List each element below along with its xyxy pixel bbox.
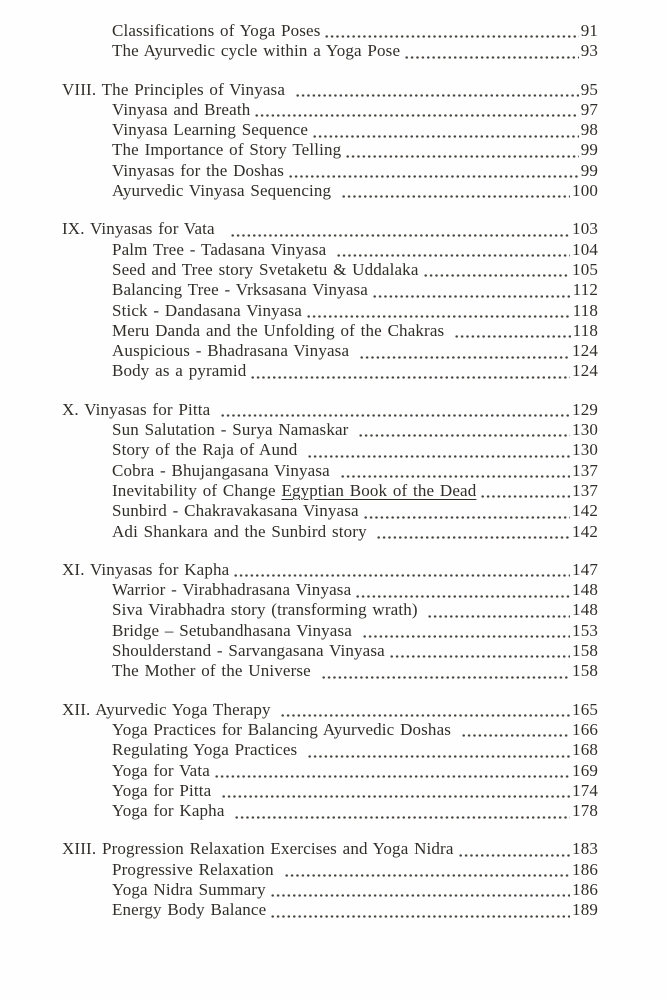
toc-entry-page-number: 148 <box>572 600 598 620</box>
toc-entry-title: Inevitability of Change <box>112 480 282 500</box>
dot-leader <box>372 286 571 301</box>
toc-entry-title-underlined: Egyptian Book of the Dead <box>281 480 477 500</box>
dot-leader <box>306 306 571 321</box>
toc-entry <box>62 481 598 501</box>
toc-entry-title: Yoga Practices for Balancing Ayurvedic Doshas <box>112 719 457 739</box>
toc-entry-page-number: 166 <box>572 719 598 739</box>
toc-entry-title: Adi Shankara and the Sunbird story <box>112 521 373 541</box>
toc-entry <box>62 341 598 361</box>
toc-entry-page-number: 158 <box>572 641 598 661</box>
toc-entry-title: Warrior - Virabhadrasana Vinyasa <box>112 580 352 600</box>
toc-entry-title: Vinyasa Learning Sequence <box>112 120 309 140</box>
dot-leader <box>336 245 570 260</box>
dot-leader <box>221 786 570 801</box>
toc-entry-title: Balancing Tree - Vrksasana Vinyasa <box>112 280 368 300</box>
toc-entry-page-number: 103 <box>572 219 598 239</box>
toc-chapter-entry <box>62 400 598 420</box>
toc-entry-title: Meru Danda and the Unfolding of the Chakras <box>112 320 451 340</box>
toc-entry-page-number: 91 <box>580 21 598 40</box>
toc-entry-page-number: 97 <box>580 99 598 119</box>
toc-entry-title: XIII. Progression Relaxation Exercises and Yoga Nidra <box>62 839 454 859</box>
toc-entry-title: Seed and Tree story Svetaketu & Uddalaka <box>112 259 419 279</box>
toc-entry-title: Regulating Yoga Practices <box>112 740 303 760</box>
toc-entry <box>62 41 598 61</box>
toc-entry-page-number: 165 <box>572 699 598 719</box>
toc-chapter-entry <box>62 80 598 100</box>
toc-entry-page-number: 130 <box>572 420 598 440</box>
toc-entry-page-number: 186 <box>572 879 598 899</box>
dot-leader <box>458 845 570 860</box>
toc-entry-title: Body as a pyramid <box>112 361 247 381</box>
toc-entry-title: Yoga Nidra Summary <box>112 879 266 899</box>
toc-section <box>62 80 598 202</box>
toc-entry-title: Sun Salutation - Surya Namaskar <box>112 420 355 440</box>
toc-entry-title: Yoga for Kapha <box>112 801 231 821</box>
toc-entry <box>62 280 598 300</box>
toc-entry <box>62 580 598 600</box>
dot-leader <box>254 105 578 120</box>
toc-entry <box>62 161 598 181</box>
dot-leader <box>358 425 570 440</box>
toc-entry <box>62 181 598 201</box>
dot-leader <box>423 265 571 280</box>
dot-leader <box>355 585 570 600</box>
toc-entry-title: VIII. The Principles of Vinyasa <box>62 79 291 99</box>
toc-entry-title: The Importance of Story Telling <box>112 140 342 160</box>
dot-leader <box>321 667 570 682</box>
toc-entry-page-number: 142 <box>572 521 598 541</box>
toc-entry <box>62 100 598 120</box>
toc-entry-title: Energy Body Balance <box>112 900 267 920</box>
dot-leader <box>324 26 578 41</box>
toc-entry-title: Progressive Relaxation <box>112 859 280 879</box>
toc-entry-page-number: 99 <box>580 140 598 160</box>
toc-entry-page-number: 158 <box>572 661 598 681</box>
toc-entry <box>62 321 598 341</box>
toc-entry-title: Yoga for Vata <box>112 760 210 780</box>
toc-entry-page-number: 100 <box>572 181 598 201</box>
dot-leader <box>427 606 570 621</box>
toc-entry <box>62 801 598 821</box>
toc-chapter-entry <box>62 839 598 859</box>
toc-entry <box>62 361 598 381</box>
toc-entry-title: Yoga for Pitta <box>112 780 218 800</box>
toc-entry-page-number: 183 <box>572 839 598 859</box>
dot-leader <box>376 527 570 542</box>
dot-leader <box>307 746 570 761</box>
toc-entry-page-number: 112 <box>572 280 598 300</box>
toc-entry-title: XI. Vinyasas for Kapha <box>62 559 230 579</box>
toc-entry-page-number: 147 <box>572 559 598 579</box>
dot-leader <box>404 47 579 62</box>
toc-entry <box>62 880 598 900</box>
toc-entry-title: The Mother of the Universe <box>112 661 317 681</box>
toc-entry-title: The Ayurvedic cycle within a Yoga Pose <box>112 41 401 61</box>
toc-entry <box>62 781 598 801</box>
toc-entry-title: Auspicious - Bhadrasana Vinyasa <box>112 341 355 361</box>
toc-entry-page-number: 95 <box>580 79 598 99</box>
dot-leader <box>234 806 570 821</box>
toc-entry <box>62 420 598 440</box>
toc-entry-page-number: 148 <box>572 580 598 600</box>
toc-entry-page-number: 168 <box>572 740 598 760</box>
toc-entry-page-number: 142 <box>572 501 598 521</box>
toc-chapter-entry <box>62 700 598 720</box>
dot-leader <box>362 626 570 641</box>
toc-entry-page-number: 129 <box>572 399 598 419</box>
toc-entry-page-number: 137 <box>572 460 598 480</box>
toc-entry-title: IX. Vinyasas for Vata <box>62 219 227 239</box>
dot-leader <box>230 225 570 240</box>
toc-entry-page-number: 124 <box>572 361 598 381</box>
dot-leader <box>341 186 570 201</box>
toc-section <box>62 400 598 542</box>
dot-leader <box>389 646 570 661</box>
toc-entry-title: Vinyasas for the Doshas <box>112 160 285 180</box>
dot-leader <box>307 446 570 461</box>
dot-leader <box>359 346 570 361</box>
toc-entry-page-number: 169 <box>572 760 598 780</box>
toc-entry-page-number: 104 <box>572 239 598 259</box>
toc-entry-page-number: 98 <box>580 120 598 140</box>
toc-entry <box>62 720 598 740</box>
toc-section <box>62 219 598 381</box>
toc-section <box>62 560 598 682</box>
dot-leader <box>220 405 570 420</box>
toc-section <box>62 700 598 822</box>
toc-entry <box>62 740 598 760</box>
toc-entry-page-number: 178 <box>572 801 598 821</box>
toc-entry-page-number: 105 <box>572 259 598 279</box>
toc-entry-page-number: 118 <box>572 300 598 320</box>
toc-entry-page-number: 118 <box>572 320 598 340</box>
dot-leader <box>214 766 570 781</box>
toc-entry <box>62 522 598 542</box>
dot-leader <box>480 486 570 501</box>
dot-leader <box>284 865 571 880</box>
toc-entry <box>62 21 598 41</box>
toc-entry-title: Classifications of Yoga Poses <box>112 21 321 40</box>
toc-entry-title: Stick - Dandasana Vinyasa <box>112 300 302 320</box>
toc-entry <box>62 461 598 481</box>
toc-entry <box>62 641 598 661</box>
toc-entry-title: Bridge – Setubandhasana Vinyasa <box>112 620 358 640</box>
dot-leader <box>250 367 570 382</box>
dot-leader <box>340 466 571 481</box>
toc-entry-title: Cobra - Bhujangasana Vinyasa <box>112 460 336 480</box>
toc-entry-page-number: 93 <box>580 41 598 61</box>
toc-entry <box>62 661 598 681</box>
dot-leader <box>270 906 570 921</box>
toc-list <box>62 21 598 921</box>
toc-entry-title: Sunbird - Chakravakasana Vinyasa <box>112 501 359 521</box>
toc-entry-page-number: 153 <box>572 620 598 640</box>
toc-entry-page-number: 130 <box>572 440 598 460</box>
toc-entry-title: XII. Ayurvedic Yoga Therapy <box>62 699 277 719</box>
toc-entry <box>62 621 598 641</box>
toc-entry <box>62 140 598 160</box>
toc-entry <box>62 761 598 781</box>
toc-entry-title: Siva Virabhadra story (transforming wrath) <box>112 600 424 620</box>
toc-entry <box>62 600 598 620</box>
toc-entry <box>62 900 598 920</box>
toc-section <box>62 839 598 920</box>
toc-entry <box>62 260 598 280</box>
dot-leader <box>454 326 571 341</box>
toc-entry-page-number: 174 <box>572 780 598 800</box>
dot-leader <box>345 146 578 161</box>
toc-entry-page-number: 137 <box>572 480 598 500</box>
dot-leader <box>363 507 570 522</box>
dot-leader <box>461 725 570 740</box>
toc-entry <box>62 860 598 880</box>
dot-leader <box>312 125 579 140</box>
toc-entry-title: Shoulderstand - Sarvangasana Vinyasa <box>112 641 385 661</box>
toc-chapter-entry <box>62 560 598 580</box>
toc-section <box>62 21 598 62</box>
toc-entry-title: Palm Tree - Tadasana Vinyasa <box>112 239 333 259</box>
toc-entry <box>62 301 598 321</box>
dot-leader <box>295 85 579 100</box>
dot-leader <box>233 565 570 580</box>
toc-entry-title: Story of the Raja of Aund <box>112 440 304 460</box>
dot-leader <box>270 885 570 900</box>
toc-entry-title: Vinyasa and Breath <box>112 99 251 119</box>
toc-entry-page-number: 99 <box>580 160 598 180</box>
toc-entry <box>62 120 598 140</box>
toc-entry <box>62 240 598 260</box>
toc-entry-title: Ayurvedic Vinyasa Sequencing <box>112 181 337 201</box>
dot-leader <box>280 705 570 720</box>
toc-entry-page-number: 124 <box>572 341 598 361</box>
toc-entry <box>62 440 598 460</box>
toc-entry-page-number: 186 <box>572 859 598 879</box>
toc-entry <box>62 501 598 521</box>
toc-entry-title: X. Vinyasas for Pitta <box>62 399 217 419</box>
toc-chapter-entry <box>62 219 598 239</box>
dot-leader <box>288 166 579 181</box>
toc-entry-page-number: 189 <box>572 900 598 920</box>
